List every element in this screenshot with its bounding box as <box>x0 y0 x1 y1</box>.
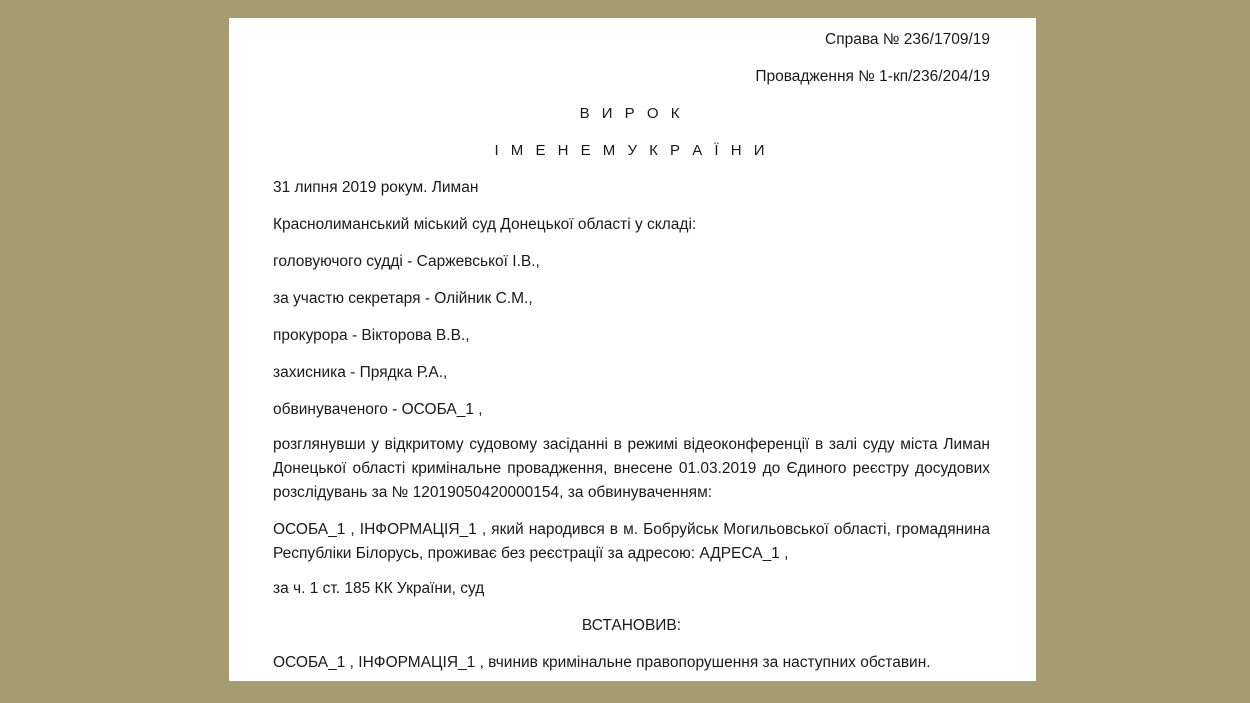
accused: обвинуваченого - ОСОБА_1 , <box>273 401 483 418</box>
document-subheading: І М Е Н Е М У К Р А Ї Н И <box>494 142 769 159</box>
considered-paragraph: розглянувши у відкритому судовому засіданні в режимі відеоконференції в залі суду міста Лиман Донецької області кримінальне провадження, внесене 01.03.2019 до Єдиного реєстру досудових розслідувань за № 12019050420000154, за обвинуваченням: <box>273 436 990 501</box>
defender: захисника - Прядка Р.А., <box>273 364 448 381</box>
document-heading: В И Р О К <box>579 105 684 122</box>
presiding-judge: головуючого судді - Саржевської І.В., <box>273 253 540 270</box>
person-paragraph: ОСОБА_1 , ІНФОРМАЦІЯ_1 , який народився в м. Бобруйськ Могильовської області, громадянина Республіки Білорусь, проживає без реєстрації за адресою: АДРЕСА_1 , <box>273 521 990 562</box>
case-number: Справа № 236/1709/19 <box>825 31 990 48</box>
article: за ч. 1 ст. 185 КК України, суд <box>273 580 485 597</box>
date-place: 31 липня 2019 рокум. Лиман <box>273 179 479 196</box>
prosecutor: прокурора - Вікторова В.В., <box>273 327 470 344</box>
document-page <box>229 18 1036 681</box>
court-composition: Краснолиманський міський суд Донецької області у складі: <box>273 216 697 233</box>
final-paragraph: ОСОБА_1 , ІНФОРМАЦІЯ_1 , вчинив кримінальне правопорушення за наступних обставин. <box>273 654 931 671</box>
established-heading: ВСТАНОВИВ: <box>581 617 682 634</box>
secretary: за участю секретаря - Олійник С.М., <box>273 290 533 307</box>
document-content <box>273 30 990 673</box>
proceeding-number: Провадження № 1-кп/236/204/19 <box>755 68 990 85</box>
